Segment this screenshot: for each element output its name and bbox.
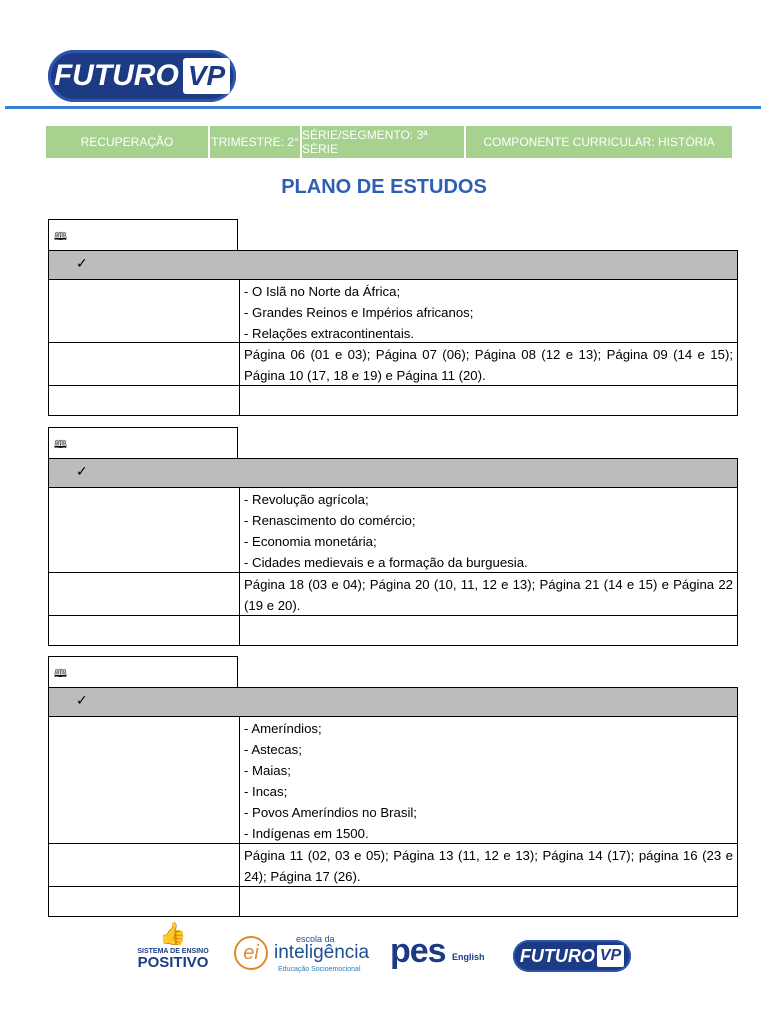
topic-item: - Incas;: [244, 784, 288, 799]
topic-item: - Relações extracontinentais.: [244, 326, 415, 341]
row-label-cell: [49, 343, 240, 385]
topic-item: - Grandes Reinos e Impérios africanos;: [244, 305, 474, 320]
block-grey-row: [48, 458, 738, 488]
block-header-cell: [48, 219, 238, 251]
topics-cell: [240, 280, 737, 342]
book-icon: 🕮: [54, 438, 67, 451]
logo-futuro-text: FUTURO: [53, 59, 179, 92]
pes-english-logo: [390, 934, 490, 970]
empty-cell: [240, 887, 737, 916]
pages-cell: [240, 343, 737, 385]
block-header-cell: [48, 656, 238, 688]
block-grey-row: [48, 250, 738, 280]
pages-row: [48, 343, 738, 386]
pages-text: Página 11 (02, 03 e 05); Página 13 (11, 12 e 13); Página 14 (17); página 16 (23 e 24); Página 17 (26).: [244, 848, 733, 884]
empty-row: [48, 887, 738, 917]
topic-item: - Maias;: [244, 763, 291, 778]
row-label-cell: [49, 488, 240, 572]
study-block-1: [48, 219, 738, 416]
positivo-small-text: SISTEMA DE ENSINO: [137, 948, 209, 955]
study-block-3: [48, 656, 738, 917]
empty-cell: [240, 386, 737, 415]
row-label-cell: [49, 386, 240, 415]
row-label-cell: [49, 616, 240, 645]
row-label-cell: [49, 844, 240, 886]
pages-cell: [240, 573, 737, 615]
ei-sub-text: Educação Socioemocional: [278, 966, 361, 973]
empty-row: [48, 616, 738, 646]
escola-inteligencia-logo: [234, 932, 374, 978]
study-block-2: [48, 427, 738, 646]
block-grey-row: [48, 687, 738, 717]
pages-text: Página 18 (03 e 04); Página 20 (10, 11, 12 e 13); Página 21 (14 e 15) e Página 22 (19 e 20).: [244, 577, 733, 613]
info-serie: SÉRIE/SEGMENTO: 3ª SÉRIE: [302, 126, 466, 158]
footer-logo-vp: VP: [597, 945, 624, 967]
pages-row: [48, 844, 738, 887]
topic-item: - Povos Ameríndios no Brasil;: [244, 805, 417, 820]
check-icon: ✓: [76, 693, 88, 709]
topics-cell: [240, 488, 737, 572]
info-trimestre: TRIMESTRE: 2°: [210, 126, 302, 158]
topic-item: - Economia monetária;: [244, 534, 377, 549]
pages-cell: [240, 844, 737, 886]
pes-text: pes: [390, 932, 446, 970]
row-label-cell: [49, 573, 240, 615]
row-label-cell: [49, 717, 240, 843]
topic-item: - Renascimento do comércio;: [244, 513, 416, 528]
pages-text: Página 06 (01 e 03); Página 07 (06); Página 08 (12 e 13); Página 09 (14 e 15); Página 10 (17, 18 e 19) e Página 11 (20).: [244, 347, 733, 383]
positivo-logo: [128, 920, 218, 980]
row-label-cell: [49, 887, 240, 916]
block-header-cell: [48, 427, 238, 459]
topic-item: - Ameríndios;: [244, 721, 322, 736]
page-title: PLANO DE ESTUDOS: [281, 176, 487, 198]
topic-item: - O Islã no Norte da África;: [244, 284, 401, 299]
positivo-big-text: POSITIVO: [137, 954, 209, 971]
info-recuperacao: RECUPERAÇÃO: [46, 126, 210, 158]
logo-vp-text: VP: [183, 58, 230, 94]
topic-item: - Revolução agrícola;: [244, 492, 369, 507]
thumbs-up-icon: 👍: [159, 921, 187, 946]
topics-row: [48, 717, 738, 844]
topic-item: - Indígenas em 1500.: [244, 826, 369, 841]
pes-english-text: English: [452, 952, 485, 962]
futurovp-logo: [48, 50, 236, 102]
ei-mark: ei: [234, 936, 268, 970]
topic-item: - Cidades medievais e a formação da burguesia.: [244, 555, 528, 570]
check-icon: ✓: [76, 464, 88, 480]
pages-row: [48, 573, 738, 616]
topics-row: [48, 488, 738, 573]
book-icon: 🕮: [54, 667, 67, 680]
ei-top-text: escola da: [296, 934, 335, 944]
info-bar: [46, 126, 732, 158]
empty-cell: [240, 616, 737, 645]
check-icon: ✓: [76, 256, 88, 272]
header-divider: [5, 106, 761, 109]
topics-cell: [240, 717, 737, 843]
row-label-cell: [49, 280, 240, 342]
info-componente: COMPONENTE CURRICULAR: HISTÓRIA: [466, 126, 732, 158]
topic-item: - Astecas;: [244, 742, 302, 757]
futurovp-footer-logo: [513, 940, 631, 972]
book-icon: 🕮: [54, 230, 67, 243]
empty-row: [48, 386, 738, 416]
topics-row: [48, 280, 738, 343]
ei-main-text: inteligência: [274, 942, 370, 963]
footer-logo-futuro: FUTURO: [519, 945, 595, 966]
